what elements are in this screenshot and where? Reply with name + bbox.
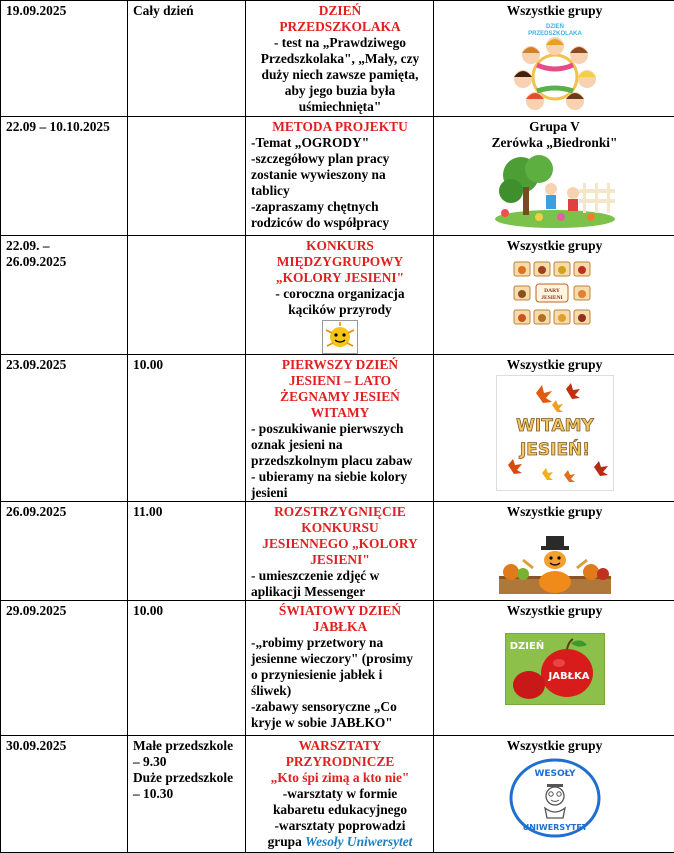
event-desc-prefix: grupa [268, 834, 306, 849]
event-desc: kryje w sobie JABŁKO" [251, 715, 429, 731]
event-desc: -szczegółowy plan pracy [251, 151, 429, 167]
event-desc: uśmiechnięta" [251, 99, 429, 115]
event-title: WITAMY [251, 405, 429, 421]
event-cell [246, 736, 434, 853]
wesoly-uniwersytet-logo [507, 756, 603, 840]
event-title: WARSZTATY [251, 738, 429, 754]
pumpkin-scarecrow-image [497, 522, 613, 598]
event-desc: jesieni [251, 485, 429, 501]
event-cell [246, 1, 434, 117]
event-desc-block [251, 568, 429, 600]
image-caption: PRZEDSZKOLAKA [528, 31, 582, 37]
event-desc: -zabawy sensoryczne „Co [251, 699, 429, 715]
group-cell [434, 502, 674, 601]
table-row [1, 1, 674, 117]
event-title: „KOLORY JESIENI" [251, 270, 429, 286]
event-desc: Przedszkolaka", „Mały, czy [251, 51, 429, 67]
image-caption: JABŁKA [547, 671, 589, 682]
event-cell [246, 355, 434, 502]
image-caption: WITAMY [516, 416, 594, 436]
image-caption: JESIEŃ! [518, 438, 589, 460]
date-cell: 23.09.2025 [1, 355, 128, 502]
event-title: JESIENNEGO „KOLORY [251, 536, 429, 552]
group-cell [434, 117, 674, 236]
event-title: JESIENI – LATO [251, 373, 429, 389]
event-title: JABŁKA [251, 619, 429, 635]
group-label: Wszystkie grupy [439, 738, 670, 754]
date-cell: 29.09.2025 [1, 601, 128, 736]
event-desc: zostanie wywieszony na [251, 167, 429, 183]
event-desc: - poszukiwanie pierwszych [251, 421, 429, 437]
autumn-gifts-image [508, 256, 602, 332]
time-line: Małe przedszkole [133, 738, 241, 754]
event-cell [246, 601, 434, 736]
event-cell [246, 117, 434, 236]
event-desc: duży niech zawsze pamięta, [251, 67, 429, 83]
event-desc: oznak jesieni na [251, 437, 429, 453]
brand-name: Wesoły Uniwersytet [305, 834, 412, 849]
event-desc: jesienne wieczory" (prosimy [251, 651, 429, 667]
event-title: PRZYRODNICZE [251, 754, 429, 770]
image-caption: DARY [544, 288, 560, 294]
date-cell: 26.09.2025 [1, 502, 128, 601]
table-row [1, 236, 674, 355]
witamy-jesien-image [496, 375, 614, 491]
date-cell: 22.09 – 10.10.2025 [1, 117, 128, 236]
table-row [1, 736, 674, 853]
event-desc-block [251, 421, 429, 501]
group-label: Zerówka „Biedronki" [439, 135, 670, 151]
event-desc: aplikacji Messenger [251, 584, 429, 600]
event-desc: kącików przyrody [251, 302, 429, 318]
event-title: MIĘDZYGRUPOWY [251, 254, 429, 270]
event-title: PIERWSZY DZIEŃ [251, 357, 429, 373]
event-desc: - coroczna organizacja [251, 286, 429, 302]
event-title: ROZSTRZYGNIĘCIE [251, 504, 429, 520]
event-desc: - umieszczenie zdjęć w [251, 568, 429, 584]
date-cell [1, 236, 128, 355]
event-desc: rodziców do współpracy [251, 215, 429, 231]
event-title: JESIENI" [251, 552, 429, 568]
event-desc: śliwek) [251, 683, 429, 699]
event-desc: -zapraszamy chętnych [251, 199, 429, 215]
event-desc: tablicy [251, 183, 429, 199]
event-desc: aby jego buzia była [251, 83, 429, 99]
event-title: DZIEŃ [251, 3, 429, 19]
children-garden-image [491, 153, 619, 229]
group-label: Wszystkie grupy [439, 357, 670, 373]
time-cell: Cały dzień [128, 1, 246, 117]
apple-day-image [505, 633, 605, 705]
event-desc-block [251, 635, 429, 731]
event-title: KONKURS [251, 238, 429, 254]
time-cell [128, 736, 246, 853]
event-cell [246, 236, 434, 355]
group-label: Grupa V [439, 119, 670, 135]
event-desc: o przyniesienie jabłek i [251, 667, 429, 683]
event-desc: -„robimy przetwory na [251, 635, 429, 651]
logo-text: UNIWERSYTET [522, 823, 587, 832]
time-cell [128, 236, 246, 355]
image-caption: DZIEŃ [546, 22, 564, 30]
date-line: 26.09.2025 [6, 254, 123, 270]
group-cell [434, 601, 674, 736]
date-line: 22.09. – [6, 238, 123, 254]
image-caption: DZIEŃ [509, 639, 543, 652]
event-desc-block [251, 135, 429, 231]
time-line: Duże przedszkole [133, 770, 241, 786]
table-row [1, 601, 674, 736]
event-desc: -warsztaty w formie [251, 786, 429, 802]
group-cell [434, 236, 674, 355]
event-desc: -warsztaty poprowadzi [251, 818, 429, 834]
table-row [1, 355, 674, 502]
group-label: Wszystkie grupy [439, 238, 670, 254]
table-row [1, 117, 674, 236]
event-desc-last [251, 834, 429, 850]
logo-text: WESOŁY [534, 769, 576, 779]
time-cell: 10.00 [128, 355, 246, 502]
event-desc: -Temat „OGRODY" [251, 135, 429, 151]
event-title: PRZEDSZKOLAKA [251, 19, 429, 35]
date-cell: 19.09.2025 [1, 1, 128, 117]
group-label: Wszystkie grupy [439, 504, 670, 520]
image-caption: JESIENI [541, 295, 562, 301]
event-cell [246, 502, 434, 601]
time-cell: 10.00 [128, 601, 246, 736]
time-cell [128, 117, 246, 236]
time-line: – 10.30 [133, 786, 241, 802]
group-label: Wszystkie grupy [439, 603, 670, 619]
time-cell: 11.00 [128, 502, 246, 601]
group-label: Wszystkie grupy [439, 3, 670, 19]
event-title: ŚWIATOWY DZIEŃ [251, 603, 429, 619]
event-title: KONKURSU [251, 520, 429, 536]
event-desc: - ubieramy na siebie kolory [251, 469, 429, 485]
event-subtitle: „Kto śpi zimą a kto nie" [251, 770, 429, 786]
event-desc: kabaretu edukacyjnego [251, 802, 429, 818]
event-desc: - test na „Prawdziwego [251, 35, 429, 51]
date-cell: 30.09.2025 [1, 736, 128, 853]
group-cell [434, 355, 674, 502]
group-cell [434, 1, 674, 117]
event-title: METODA PROJEKTU [251, 119, 429, 135]
smiley-sun-icon [322, 320, 358, 354]
table-row [1, 502, 674, 601]
event-title: ŻEGNAMY JESIEŃ [251, 389, 429, 405]
group-cell [434, 736, 674, 853]
time-line: – 9.30 [133, 754, 241, 770]
children-circle-image [507, 21, 603, 113]
event-desc: przedszkolnym placu zabaw [251, 453, 429, 469]
